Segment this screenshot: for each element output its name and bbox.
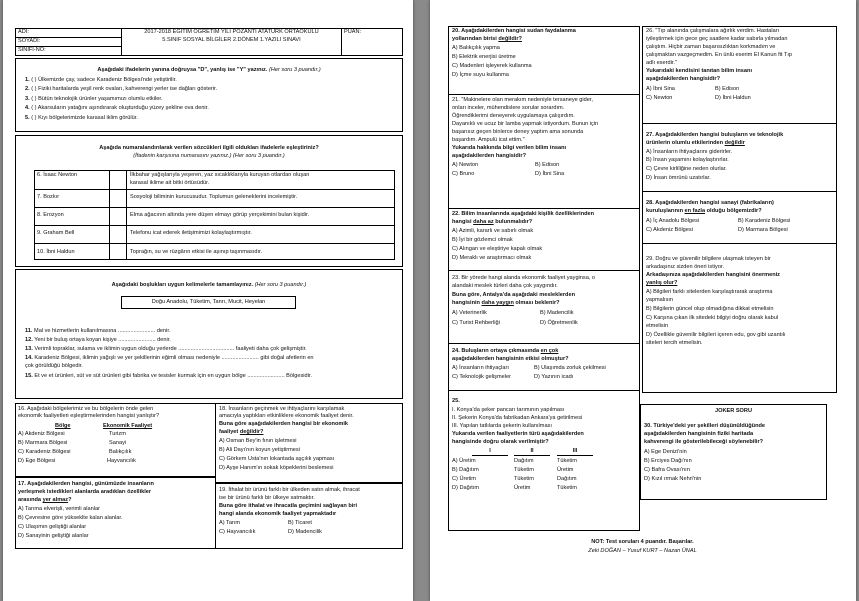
footer-note: NOT: Test soruları 4 puandır. Başarılar. — [591, 539, 694, 545]
match-title: Aşağıda numaralandırılarak verilen sözcükleri ilgili oldukları ifadelerle eşleştiriniz? — [99, 145, 319, 151]
q25-row: D) Dağıtım — [452, 485, 480, 491]
fill-item: 14. Karadeniz Bölgesi, iklimin yağışlı ve yer şekillerinin eğimli olması nedeniyle ........................ gibi doğal afetlerin en — [25, 355, 314, 361]
match-left: 7. Bozkır — [37, 194, 60, 200]
class-label: SINIFI-NO: — [18, 47, 46, 53]
score-label: PUAN: — [344, 29, 362, 35]
tf-title: Aşağıdaki ifadelerin yanına doğruysa "D", yanlış ise "Y" yazınız. — [97, 67, 268, 73]
footer-authors: Zeki DOĞAN – Yusuf KURT – Nazan ÜNAL — [588, 548, 697, 554]
joker-title: JOKER SORU — [715, 408, 752, 414]
exam-page-1: ADI: SOYADI: SINIFI-NO: 2017-2018 EĞİTİM ÖĞRETİM YILI POZANTI ATATÜRK ORTAOKULU 5.SINIF SOSYAL BİLGİLER 2.DÖNEM 1.YAZILI SINAVI PUAN: Aşağıdaki ifadelerin yanına doğruysa "D", yanlış ise "Y" yazınız. (Her soru 3 puandır.) 1. ( ) Ülkemizde çay, sadece Karadeniz Bölgesi'nde yetiştirilir. 2. ( ) Fiziki haritalarda yeşil renk ovaları, kahverengi yerler ise dağları gösterir. 3. ( ) Bütün teknolojik ürünler yaşamımızı olumlu etkiler. 4. ( ) Akarsuların yatağını aşındırarak oluşturduğu yüzey şekline ova denir. 5. ( ) Kıyı bölgelerimizde karasal iklim görülür. Aşağıda numaralandırılarak verilen sözcükleri ilgili oldukları ifadelerle eşleştiriniz? (İfadenin karşısına numarasını yazınız.) (Her soru 3 puandır.) 6. İsaac Newton İlkbahar yağışlarıyla yeşeren, yaz sıcaklıklarıyla kuruyan otlardan oluşan karasal iklime ait bitki örtüsüdür. 7. Bozkır Sosyoloji biliminin kurucusudur. Toplumun geleneklerini incelemiştir. 8. Erozyon Elma ağacının altında yere düşen elmayı görüp yerçekimini bulan kişidir. 9. Graham Bell Telefonu icat ederek iletişimimizi kolaylaştırmıştır. 10. İbni Haldun Toprağın, su ve rüzgârın etkisi ile aşınıp taşınmasıdır. Aşağıdaki boşlukları uygun kelimelerle tamamlayınız. (Her soru 3 puandır.) Doğu Anadolu, Tüketim, Tanrı, Mucit, Heyelan 11. Mal ve hizmetlerin kullanılmasına ........................ denir. 12. Yeni bir buluş ortaya koyan kişiye ........................ denir. 13. Verimli topraklar, sulama ve iklimin uygun olduğu yerlerde .................................... faaliyeti daha çok gelişmiştir. 14. Karadeniz Bölgesi, iklimin yağışlı ve yer şekillerinin eğimli olması nedeniyle ........................ gibi doğal afetlerin en çok görüldüğü bölgedir. 15. Et ve et ürünleri, süt ve süt ürünleri gibi fabrika ve tesisler kurmak için en uygun bölge ........................ Bölgesidir. 16. Aşağıdaki bölgelerimiz ve bu bölgelerin önde gelen ekonomik faaliyetleri eşleştirmelerinden hangisi yanlıştır? Bölge Ekonomik Faaliyet A) Akdeniz Bölgesi Turizm B) Marmara Bölgesi Sanayi C) Karadeniz Bölgesi Balıkçılık D) Ege Bölgesi Hayvancılık 17. Aşağıdakilerden hangisi, günümüzde insanların yerleşmek istedikleri alanlarda aradıkları özellikler arasında yer almaz? A) Tarıma elverişli, verimli alanlar B) Çevresine göre yükseklte kalan alanlar. C) Ulaşımın geliştiği alanlar D) Sanayinin geliştiği alanlar 18. İnsanların geçinmek ve ihtiyaçlarını karşılamak amacıyla yaptıkları etkinliklere ekonomik faaliyet denir. Buna göre aşağıdakilerden hangisi bir ekonomik faaliyet değildir? A) Osman Bey'in fının işletmesi B) Ali Dayı'nın koyun yetiştirmesi C) Görkem Usta'nın lokantada aşçılık yapması D) Ayşe Hanım'ın sokak köpeklerini beslemesi 19. İthalat bir ürünü farklı bir ülkeden satın almak, ihracat ise bir ürünü farklı bir ülkeye satmaktır. Buna göre ithalat ve ihracatla geçimini sağlayan biri hangi alanda ekonomik faaliyet yapmaktadır A) Tarım B) Ticaret C) Hayvancılık D) Madencilik — [3, 0, 413, 601]
exam-page-2: 20. Aşağıdakilerden hangisi sudan faydalanma yollarından birisi değildir? A) Balıkçılık yapma B) Elektrik enerjisi üretme C) Madenleri işleyerek kullanma D) İçme suyu kullanma 21. "Makinelere olan merakım nedeniyle tersaneye gider, onları inceler, mühendislere sorular sorardım. Öğrendiklerimi deneyerek uygulamaya çalışırdım. Dayanıklı ve ucuz bir lamba yapmak istiyordum. Bunun için başarısız geçen binlerce deney yaptım ama sonunda başardım. Ampulü icat ettim." Yukarıda hakkında bilgi verilen bilim insanı aşağıdakilerden hangisidir? A) Newton B) Edison C) Bruno D) İbni Sina 22. Bilim insanlarında aşağıdaki kişilik özelliklerinden hangisi daha az bulunmalıdır? A) Azimli, kararlı ve sabırlı olmak B) İyi bir gözlemci olmak C) Alıngan ve eleştiriye kapalı olmak D) Meraklı ve araştırmacı olmak 23. Bir yörede hangi alanda ekonomik faaliyet yayginsa, o alandaki meslek türleri daha çok yaygındır. Buna göre, Antalya'da aşağıdaki mesleklerden hangisinin daha yaygın olması beklenir? A) Veterinerlik B) Madencilik C) Turist Rehberliği D) Öğretmenlik 24. Buluşların ortaya çıkmasında en çok aşağıdakilerden hangisinin etkisi olmuştur? A) İnsanların ihtiyaçları B) Ulaşımda zorluk çekilmesi C) Teknolojik gelişmeler D) Yazının icadı 25. I. Konya'da şeker pancarı tarımının yapılması II. Şekerin Konya'da fabrikadan Ankara'ya getirilmesi III. Yapılan tatlılarda şekerin kullanılması Yukarıda verilen faaliyetlerin türü aşağıdakilerden hangisinde doğru olarak verilmiştir? I II III A) Üretim Dağıtım Tüketim B) Dağıtım Tüketim Üretim C) Üretim Tüketim Dağıtım D) Dağıtım Üretim Tüketim 26. "Tıp alanında çalışmalara ağırlık verdim. Hastaları iyileştirmek için gece geç saatlere kadar sabırla yılmadan çalıştım. Hiçbir zaman başarısızlıktan korkmadım ve çalışmaktan vazgeçmedim. En ünlü eserim El Kanun fit Tıp adlı eserdir." Yukarıdaki kendisini tanıtan bilim insanı aşağıdakilerden hangisidir? A) İbni Sina B) Edison C) Newton D) İbni Haldun 27. Aşağıdakilerden hangisi buluşların ve teknolojik ürünlerin olumlu etkilerinden değildir A) İnsanların ihtiyaçlarını giderirler. B) İnsan yaşamını kolaylaştırırlar. C) Çevre kirliliğine neden olurlar. D) İnsan ömrünü uzatırlar. 28. Aşağıdakilerden hangisi sanayi (fabrikaların) kuruluşlarının en fazla olduğu bölgemizdir? A) İç Anadolu Bölgesi B) Karadeniz Bölgesi C) Akdeniz Bölgesi D) Marmara Bölgesi 29. Doğru ve güvenilir bilgilere ulaşmak isteyen bir arkadaşınız sizden öneri istiyor. Arkadaşınıza aşağıdakilerden hangisini önermeniz yanlış olur? A) Bilgileri farklı sitelerden karşılaştırarak araştırma yapmalısın B) Bilgilerin güncel olup olmadığına dikkat etmelisin C) Karşına çıkan ilk sitedeki bilgiyi doğru olarak kabul etmelisin D) Özellikle güvenilir bilgileri içeren edu, gov gibi uzantılı siteleri tercih etmelisin. JOKER SORU 30. Türkiye'deki yer şekilleri düşünüldüğünde aşağıdakilerden hangisinin fiziki haritada kahverengi ile gösterilebileceği söylenebilir? A) Ege Denizi'nin B) Erciyes Dağı'nın C) Bafra Ovası'nın D) Kızıl ırmak Nehri'nin NOT: Test soruları 4 puandır. Başarılar. Zeki DOĞAN – Yusuf KURT – Nazan ÜNAL — [430, 0, 856, 601]
surname-label: SOYADI: — [18, 38, 41, 44]
fill-item: 15. Et ve et ürünleri, süt ve süt ürünleri gibi fabrika ve tesisler kurmak için en uygun bölge ........................ Bölgesidir. — [25, 373, 312, 379]
tf-item: 5. ( ) Kıyı bölgelerimizde karasal iklim görülür. — [25, 115, 138, 121]
match-right: Sosyoloji biliminin kurucusudur. Toplumun geleneklerini incelemiştir. — [130, 194, 298, 200]
match-subtitle: (İfadenin karşısına numarasını yazınız.) — [133, 153, 232, 159]
tf-note: (Her soru 3 puandır.) — [268, 67, 321, 73]
match-note: (Her soru 3 puandır.) — [233, 153, 285, 159]
q25-row: C) Üretim — [452, 476, 476, 482]
match-left: 10. İbni Haldun — [37, 249, 75, 255]
fill-item: 12. Yeni bir buluş ortaya koyan kişiye ........................ denir. — [25, 337, 171, 343]
exam-title: 5.SINIF SOSYAL BİLGİLER 2.DÖNEM 1.YAZILI SINAVI — [162, 37, 301, 43]
match-left: 9. Graham Bell — [37, 230, 75, 236]
fill-note: (Her soru 3 puandır.) — [254, 282, 307, 288]
match-right: Elma ağacının altında yere düşen elmayı görüp yerçekimini bulan kişidir. — [130, 212, 310, 218]
match-right: karasal iklime ait bitki örtüsüdür. — [130, 180, 210, 186]
name-label: ADI: — [18, 29, 29, 35]
fill-item: 13. Verimli topraklar, sulama ve iklimin uygun olduğu yerlerde .................................... faaliyeti daha çok gelişmiştir. — [25, 346, 307, 352]
match-left: 6. İsaac Newton — [37, 172, 78, 178]
q20-line: 20. Aşağıdakilerden hangisi sudan faydalanma — [452, 28, 576, 34]
match-left: 8. Erozyon — [37, 212, 64, 218]
q25-row: A) Üretim — [452, 458, 476, 464]
match-right: İlkbahar yağışlarıyla yeşeren, yaz sıcaklıklarıyla kuruyan otlardan oluşan — [130, 172, 310, 178]
match-right: Toprağın, su ve rüzgârın etkisi ile aşınıp taşınmasıdır. — [130, 249, 263, 255]
fill-title: Aşağıdaki boşlukları uygun kelimelerle tamamlayınız. — [111, 282, 254, 288]
tf-item: 1. ( ) Ülkemizde çay, sadece Karadeniz Bölgesi'nde yetiştirilir. — [25, 77, 177, 83]
tf-item: 4. ( ) Akarsuların yatağını aşındırarak oluşturduğu yüzey şekline ova denir. — [25, 105, 209, 111]
tf-item: 2. ( ) Fiziki haritalarda yeşil renk ovaları, kahverengi yerler ise dağları gösterir. — [25, 86, 218, 92]
match-right: Telefonu icat ederek iletişimimizi kolaylaştırmıştır. — [130, 230, 252, 236]
tf-item: 3. ( ) Bütün teknolojik ürünler yaşamımızı olumlu etkiler. — [25, 96, 163, 102]
fill-item: 11. Mal ve hizmetlerin kullanılmasına ........................ denir. — [25, 328, 171, 334]
word-bank-text: Doğu Anadolu, Tüketim, Tanrı, Mucit, Heyelan — [151, 299, 266, 305]
fill-item: çok görüldüğü bölgedir. — [25, 363, 83, 369]
q25-row: B) Dağıtım — [452, 467, 479, 473]
school-name: 2017-2018 EĞİTİM ÖĞRETİM YILI POZANTI ATATÜRK ORTAOKULU — [144, 29, 319, 35]
